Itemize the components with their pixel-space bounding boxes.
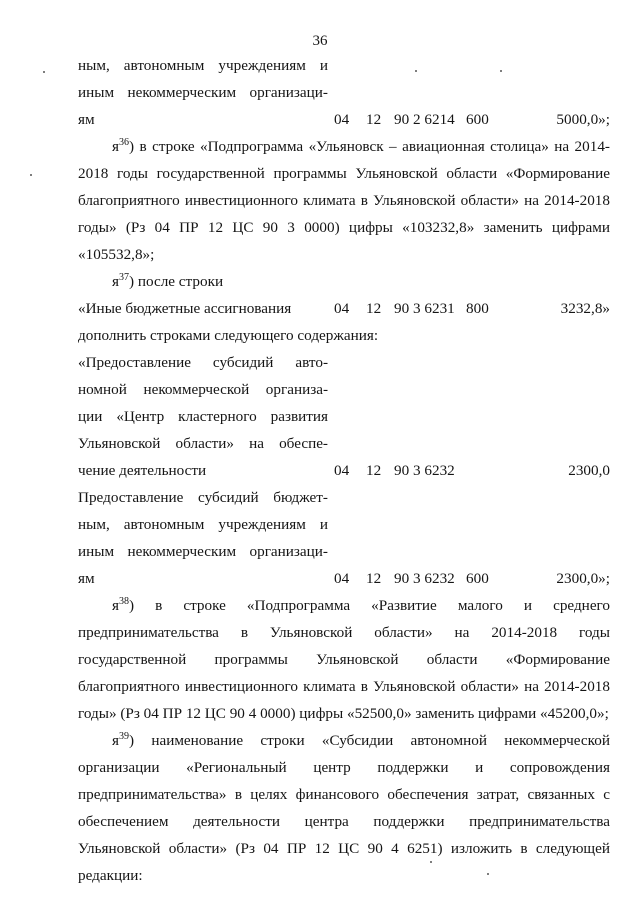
row-name-line: «Предоставление субсидий авто- [78,354,328,371]
document-body [78,52,610,889]
row-value: 5000,0»; [556,111,610,128]
code-vr: 600 [466,570,489,587]
row-codes [328,295,506,322]
code-vr: 800 [466,300,489,317]
row-name [78,295,328,322]
row-name-line: Ульяновской области» на обеспе- [78,435,328,452]
row-name-line: чение деятельности [78,462,207,479]
row-name-line: иным некоммерческим организаци- [78,84,328,101]
row-name-line: ции «Центр кластерного развития [78,408,328,425]
code-cs: 90 3 6232 [394,462,455,479]
paragraph-38 [78,592,610,727]
item-number: 36 [119,136,129,148]
row-name-line: номной некоммерческой организа- [78,381,328,398]
code-rz: 04 [334,111,350,128]
row-name-line: ным, автономным учреждениям и [78,57,328,74]
scan-speck [43,71,45,73]
item-prefix: я [112,732,119,749]
paragraph-text: ) после строки [129,273,224,290]
row-codes [328,106,506,133]
item-prefix: я [112,597,119,614]
row-codes [328,457,506,484]
add-rows-text: дополнить строками следующего содержания: [78,327,379,344]
code-cs: 90 3 6232 [394,570,455,587]
paragraph-39 [78,727,610,889]
row-name-line: иным некоммерческим организаци- [78,543,328,560]
row-name [78,484,328,592]
row-value: 2300,0 [568,462,610,479]
budget-row-subsidy-anko [78,349,610,484]
code-pr: 12 [366,570,382,587]
row-value: 2300,0»; [556,570,610,587]
budget-row-subsidy-budget [78,484,610,592]
code-vr: 600 [466,111,489,128]
item-prefix: я [112,273,119,290]
code-pr: 12 [366,300,382,317]
paragraph-text: ) в строке «Подпрограмма «Ульяновск – авиационная столица» на 2014-2018 годы государственной программы Ульяновской области «Формирование благоприятного инвестиционного климата в Ульяновской области» на 2014-2018 годы» (Рз 04 ПР 12 ЦС 90 3 0000) цифры «103232,8» заменить цифрами «105532,8»; [78,138,610,263]
row-name-line: «Иные бюджетные ассигнования [78,300,292,317]
item-number: 37 [119,271,129,283]
budget-row-top [78,52,610,133]
row-name [78,52,328,133]
paragraph-text: ) в строке «Подпрограмма «Развитие малого и среднего предпринимательства в Ульяновской области» на 2014-2018 годы государственной программы Ульяновской области «Формирование благоприятного инвестиционного климата в Ульяновской области» на 2014-2018 годы» (Рз 04 ПР 12 ЦС 90 4 0000) цифры «52500,0» заменить цифрами «45200,0»; [78,597,610,722]
code-rz: 04 [334,570,350,587]
paragraph-37 [78,268,610,295]
code-cs: 90 2 6214 [394,111,455,128]
row-value: 3232,8» [560,300,610,317]
code-vr [466,457,506,484]
code-pr: 12 [366,462,382,479]
paragraph-36 [78,133,610,268]
row-name-line: ям [78,111,95,128]
budget-row-other-allocations [78,295,610,322]
paragraph-text: ) наименование строки «Субсидии автономной некоммерческой организации «Региональный центр поддержки и сопровождения предпринимательства» в целях финансового обеспечения затрат, связанных с обеспечением деятельности центра поддержки предпринимательства Ульяновской области» (Рз 04 ПР 12 ЦС 90 4 6251) изложить в следующей редакции: [78,732,610,884]
item-number: 39 [119,730,129,742]
code-rz: 04 [334,300,350,317]
row-codes [328,565,506,592]
page-number: 36 [312,33,328,49]
row-name [78,349,328,484]
item-prefix: я [112,138,119,155]
row-name-line: ям [78,570,95,587]
scan-speck [30,174,32,176]
row-name-line: Предоставление субсидий бюджет- [78,489,328,506]
row-name-line: ным, автономным учреждениям и [78,516,328,533]
code-rz: 04 [334,462,350,479]
item-number: 38 [119,595,129,607]
code-cs: 90 3 6231 [394,300,455,317]
code-pr: 12 [366,111,382,128]
